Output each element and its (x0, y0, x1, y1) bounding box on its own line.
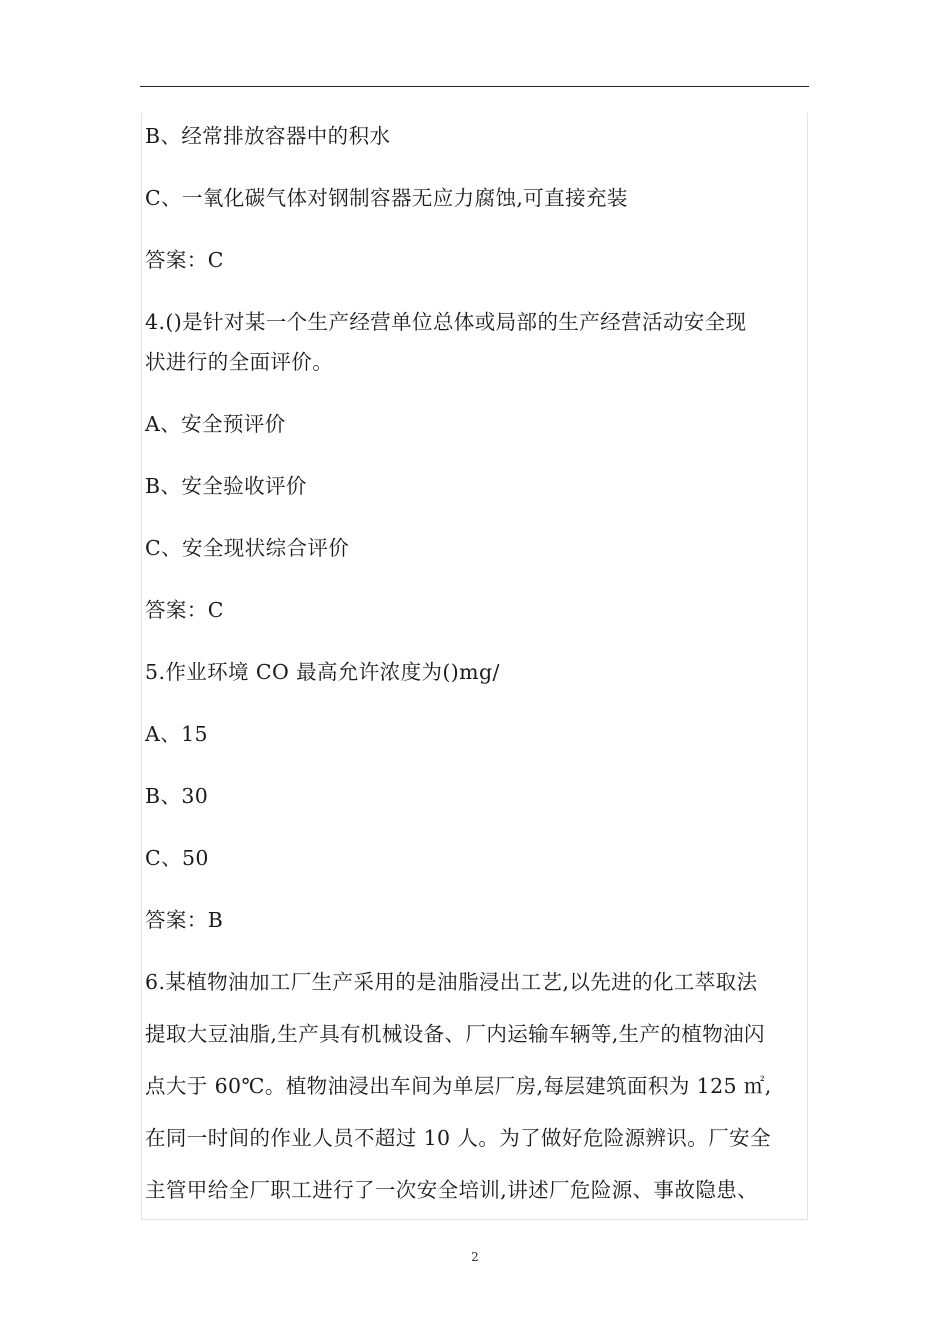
q5-answer: 答案：B (145, 908, 224, 932)
page-number: 2 (471, 1250, 479, 1264)
q4-option-b: B、安全验收评价 (145, 474, 307, 498)
question-6-line-3: 点大于 60℃。植物油浸出车间为单层厂房,每层建筑面积为 125 ㎡, (145, 1074, 772, 1098)
question-6-line-1: 6.某植物油加工厂生产采用的是油脂浸出工艺,以先进的化工萃取法 (145, 970, 758, 994)
q5-option-a: A、15 (145, 722, 208, 746)
question-5-line: 5.作业环境 CO 最高允许浓度为()mg/ (145, 660, 500, 684)
option-b-line: B、经常排放容器中的积水 (145, 124, 391, 148)
question-4-line-2: 状进行的全面评价。 (145, 350, 334, 374)
q4-option-a: A、安全预评价 (145, 412, 286, 436)
q5-option-c: C、50 (145, 846, 209, 870)
question-6-line-5: 主管甲给全厂职工进行了一次安全培训,讲述厂危险源、事故隐患、 (145, 1178, 759, 1202)
question-6-line-4: 在同一时间的作业人员不超过 10 人。为了做好危险源辨识。厂安全 (145, 1126, 771, 1150)
q4-answer: 答案：C (145, 598, 224, 622)
header-rule (140, 86, 809, 87)
q5-option-b: B、30 (145, 784, 209, 808)
option-c-line: C、一氧化碳气体对钢制容器无应力腐蚀,可直接充装 (145, 186, 628, 210)
answer-line: 答案：C (145, 248, 224, 272)
document-body (145, 116, 809, 1210)
q4-option-c: C、安全现状综合评价 (145, 536, 350, 560)
question-6-line-2: 提取大豆油脂,生产具有机械设备、厂内运输车辆等,生产的植物油闪 (145, 1022, 765, 1046)
question-4-line-1: 4.()是针对某一个生产经营单位总体或局部的生产经营活动安全现 (145, 310, 747, 334)
